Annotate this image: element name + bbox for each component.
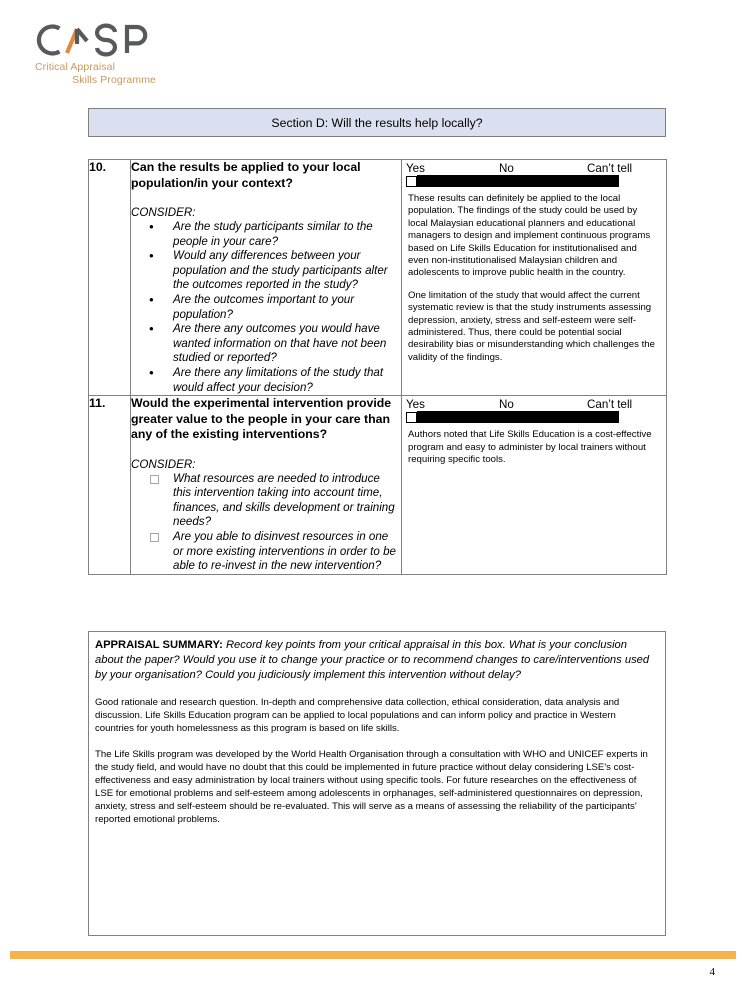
appraisal-questions-table bbox=[88, 159, 667, 575]
question-number-cell bbox=[89, 160, 131, 396]
consider-bullet-list bbox=[131, 472, 401, 574]
checkbox-bullet-icon bbox=[150, 533, 159, 542]
option-label-no: No bbox=[499, 162, 514, 175]
table-row bbox=[89, 160, 667, 396]
list-item-label: Are you able to disinvest resources in one or more existing interventions in order to be able to re-invest in the new intervention? bbox=[173, 530, 396, 573]
section-header-banner bbox=[88, 108, 666, 137]
answer-comment-box[interactable] bbox=[402, 187, 666, 372]
answer-cell bbox=[402, 160, 667, 396]
appraisal-summary-instructions: Record key points from your critical appraisal in this box. What is your conclusion about the paper? Would you use it to change your practice or to recommend changes to care/interventions used by your organisation? Could you judiciously implement this intervention without delay? bbox=[95, 639, 650, 681]
list-item-label: Are the outcomes important to your population? bbox=[173, 292, 355, 321]
consider-label: CONSIDER: bbox=[131, 206, 196, 219]
list-item bbox=[131, 472, 401, 530]
appraisal-summary-paragraph: The Life Skills program was developed by the World Health Organisation through a consultation with WHO and UNICEF experts in the study field, and would have no doubt that this could be implemented in future practice without delay considering LSE's cost-effectiveness and easy administration by local trainers without using specific tools. For future researches on the effectiveness of LSE for emotional problems and self-esteem among adolescents in orphanages, self-administered questionnaires on depression, anxiety, stress and self-esteem should be re-evaluated. This will serve as a means of assessing the reliability of the participants' reported emotional problems. bbox=[95, 749, 648, 825]
option-label-yes: Yes bbox=[406, 398, 425, 412]
section-header-title: Section D: Will the results help locally? bbox=[271, 115, 483, 130]
option-label-yes: Yes bbox=[406, 162, 425, 175]
list-item bbox=[131, 293, 401, 322]
casp-logo bbox=[33, 20, 213, 86]
list-item-label: Would any differences between your population and the study participants alter the outcomes reported in the study? bbox=[173, 249, 388, 292]
redaction-bar bbox=[417, 411, 619, 423]
list-item bbox=[131, 322, 401, 366]
footer-accent-bar bbox=[10, 951, 736, 959]
bullet-dot-icon: • bbox=[149, 248, 154, 264]
answer-options-row bbox=[402, 160, 666, 187]
list-item-label: Are there any outcomes you would have wanted information on that have not been studied or reported? bbox=[173, 322, 387, 365]
list-item bbox=[131, 530, 401, 574]
list-item bbox=[131, 220, 401, 249]
answer-checkbox-group bbox=[406, 175, 619, 187]
answer-checkbox-group bbox=[406, 411, 619, 423]
question-title: Can the results be applied to your local population/in your context? bbox=[131, 160, 361, 190]
consider-label: CONSIDER: bbox=[131, 457, 196, 471]
checkbox-yes[interactable] bbox=[406, 412, 417, 423]
question-number: 10. bbox=[89, 160, 107, 174]
question-number-cell bbox=[89, 396, 131, 575]
question-text-cell bbox=[131, 160, 402, 396]
appraisal-summary-label: APPRAISAL SUMMARY: bbox=[95, 639, 223, 651]
consider-bullet-list bbox=[131, 220, 401, 395]
table-row bbox=[89, 396, 667, 575]
casp-tagline-line1: Critical Appraisal bbox=[35, 61, 115, 73]
list-item-label: What resources are needed to introduce this intervention taking into account time, finances, and skills development or training needs? bbox=[173, 471, 395, 529]
appraisal-summary-box[interactable] bbox=[88, 631, 666, 936]
list-item-label: Are there any limitations of the study that would affect your decision? bbox=[173, 365, 384, 394]
bullet-dot-icon: • bbox=[149, 219, 154, 234]
bullet-dot-icon: • bbox=[149, 364, 154, 380]
list-item bbox=[131, 249, 401, 293]
appraisal-summary-paragraph: Good rationale and research question. In-depth and comprehensive data collection, ethical consideration, data analysis and discussion. Life Skills Education program can be applied to local populations and can inform policy and practice in Western countries for youth homelessness as this program is based on life skills. bbox=[95, 697, 620, 734]
appraisal-summary-prompt bbox=[95, 638, 656, 683]
question-title: Would the experimental intervention provide greater value to the people in your care than any of the existing interventions? bbox=[131, 396, 392, 442]
option-label-no: No bbox=[499, 398, 514, 412]
answer-options-row bbox=[402, 396, 666, 423]
list-item-label: Are the study participants similar to the people in your care? bbox=[173, 220, 373, 248]
answer-paragraph: Authors noted that Life Skills Education is a cost-effective program and easy to administer by local trainers without requiring specific tools. bbox=[408, 429, 652, 465]
page-number: 4 bbox=[709, 966, 715, 978]
redaction-bar bbox=[417, 175, 619, 187]
answer-paragraph: One limitation of the study that would affect the current systematic review is that the study instruments assessing depression, anxiety, stress and self-esteem were self-administered. Thus, there could be potential social desirability bias or misunderstanding which challenges the validity of the findings. bbox=[408, 289, 655, 363]
answer-comment-box[interactable] bbox=[402, 423, 666, 474]
bullet-dot-icon: • bbox=[149, 291, 154, 307]
option-label-cant-tell: Can’t tell bbox=[587, 398, 633, 412]
casp-tagline-line2: Skills Programme bbox=[72, 73, 156, 86]
casp-tagline bbox=[33, 61, 157, 86]
checkbox-bullet-icon bbox=[150, 475, 159, 484]
list-item bbox=[131, 366, 401, 395]
question-text-cell bbox=[131, 396, 402, 575]
answer-paragraph: These results can definitely be applied to the local population. The findings of the study could be used by local Malaysian educational planners and educational managers to design and implement continuous programs based on Life Skills Education for institutionalised and even non-institutionalised Malaysian children and adolescents to improve public health in the country. bbox=[408, 193, 651, 279]
casp-wordmark bbox=[33, 20, 157, 60]
option-label-cant-tell: Can’t tell bbox=[587, 162, 633, 175]
checkbox-yes[interactable] bbox=[406, 176, 417, 187]
question-number: 11. bbox=[89, 396, 106, 411]
answer-cell bbox=[402, 396, 667, 575]
bullet-dot-icon: • bbox=[149, 321, 154, 337]
